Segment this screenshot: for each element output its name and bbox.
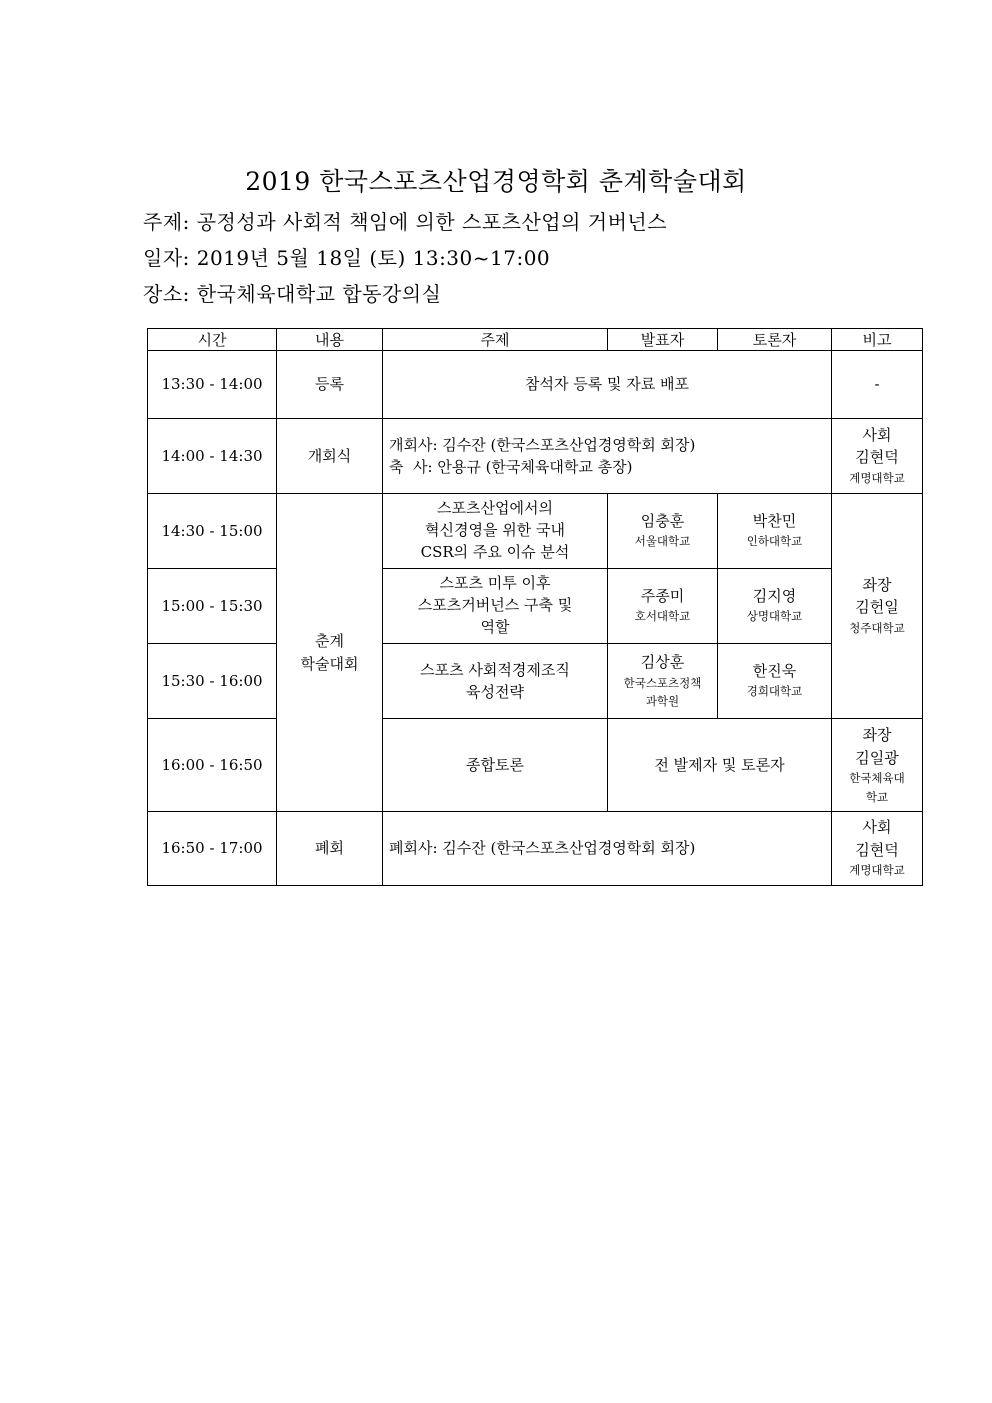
presenter-org: 과학원 (645, 694, 680, 709)
note-role: 사회 (862, 425, 892, 444)
people-cell: 전 발제자 및 토론자 (608, 719, 832, 812)
topic-cell: 참석자 등록 및 자료 배포 (383, 351, 832, 419)
note-cell (832, 812, 923, 886)
document-title: 2019 한국스포츠산업경영학회 춘계학술대회 (245, 167, 747, 196)
table-row (148, 644, 923, 719)
topic-line: 스포츠거버넌스 구축 및 (417, 596, 573, 615)
note-role: 좌장 (862, 726, 892, 745)
header-content: 내용 (277, 329, 383, 351)
presenter-name: 김상훈 (640, 653, 685, 672)
topic-cell (383, 569, 608, 644)
note-cell: - (832, 351, 923, 419)
content-cell: 등록 (277, 351, 383, 419)
closing-speech-line: 폐회사: 김수잔 (한국스포츠산업경영학회 회장) (389, 839, 696, 858)
note-cell (832, 419, 923, 494)
time-cell: 13:30 - 14:00 (148, 351, 277, 419)
note-name: 김헌일 (855, 598, 899, 617)
note-role: 사회 (862, 818, 892, 837)
discussant-cell (718, 494, 832, 569)
discussant-name: 박찬민 (752, 511, 797, 530)
table-header-row (148, 329, 923, 351)
note-name: 김현덕 (855, 448, 899, 467)
place-line: 장소: 한국체육대학교 합동강의실 (143, 282, 442, 306)
presenter-cell (608, 569, 718, 644)
time-cell: 16:00 - 16:50 (148, 719, 277, 812)
topic-line: 육성전략 (466, 683, 524, 701)
session-note-cell (832, 494, 923, 719)
discussant-org: 경희대학교 (746, 684, 803, 699)
opening-speech-line: 개회사: 김수잔 (한국스포츠산업경영학회 회장) (389, 435, 696, 454)
discussant-name: 한진욱 (752, 661, 797, 680)
discussant-name: 김지영 (752, 586, 797, 605)
discussant-cell (718, 644, 832, 719)
topic-line: CSR의 주요 이슈 분석 (420, 542, 570, 561)
theme-line: 주제: 공정성과 사회적 책임에 의한 스포츠산업의 거버넌스 (143, 210, 668, 234)
table-row (148, 719, 923, 812)
session-content-line1: 춘계 (315, 632, 344, 650)
topic-line: 역할 (480, 617, 510, 636)
table-row (148, 419, 923, 494)
topic-cell (383, 494, 608, 569)
topic-cell: 종합토론 (383, 719, 608, 812)
session-content-cell (277, 494, 383, 812)
congratulatory-line: 축 사: 안용규 (한국체육대학교 총장) (389, 458, 633, 476)
topic-line: 스포츠 미투 이후 (439, 574, 551, 593)
note-org: 계명대학교 (849, 863, 905, 878)
presenter-cell (608, 644, 718, 719)
time-cell: 14:30 - 15:00 (148, 494, 277, 569)
discussant-org: 인하대학교 (746, 534, 803, 549)
header-note: 비고 (832, 329, 923, 351)
note-org: 계명대학교 (849, 470, 905, 485)
table-row (148, 494, 923, 569)
header-topic: 주제 (383, 329, 608, 351)
topic-line: 스포츠 사회적경제조직 (420, 660, 570, 679)
time-cell: 16:50 - 17:00 (148, 812, 277, 886)
content-cell: 폐회 (277, 812, 383, 886)
topic-cell (383, 644, 608, 719)
topic-line: 스포츠산업에서의 (437, 499, 553, 518)
presenter-org: 서울대학교 (634, 534, 691, 549)
topic-line: 혁신경영을 위한 국내 (425, 521, 565, 540)
note-org: 한국체육대 (849, 771, 905, 786)
note-org: 학교 (865, 789, 889, 804)
presenter-name: 임충훈 (640, 511, 685, 530)
time-cell: 14:00 - 14:30 (148, 419, 277, 494)
date-line: 일자: 2019년 5월 18일 (토) 13:30~17:00 (143, 246, 551, 270)
presenter-org: 호서대학교 (634, 609, 691, 624)
note-role: 좌장 (862, 575, 892, 594)
time-cell: 15:30 - 16:00 (148, 644, 277, 719)
presenter-cell (608, 494, 718, 569)
note-name: 김현덕 (855, 840, 899, 859)
header-discussant: 토론자 (718, 329, 832, 351)
opening-cell (383, 419, 832, 494)
table-row (148, 569, 923, 644)
header-time: 시간 (148, 329, 277, 351)
schedule-table (147, 328, 923, 886)
presenter-name: 주종미 (640, 586, 685, 605)
content-cell: 개회식 (277, 419, 383, 494)
note-cell (832, 719, 923, 812)
presenter-org: 한국스포츠정책 (623, 675, 702, 690)
note-org: 청주대학교 (849, 620, 905, 635)
discussant-org: 상명대학교 (746, 609, 803, 624)
table-row (148, 351, 923, 419)
discussant-cell (718, 569, 832, 644)
note-name: 김일광 (855, 748, 899, 767)
time-cell: 15:00 - 15:30 (148, 569, 277, 644)
header-presenter: 발표자 (608, 329, 718, 351)
session-content-line2: 학술대회 (300, 654, 359, 673)
closing-cell (383, 812, 832, 886)
table-row (148, 812, 923, 886)
